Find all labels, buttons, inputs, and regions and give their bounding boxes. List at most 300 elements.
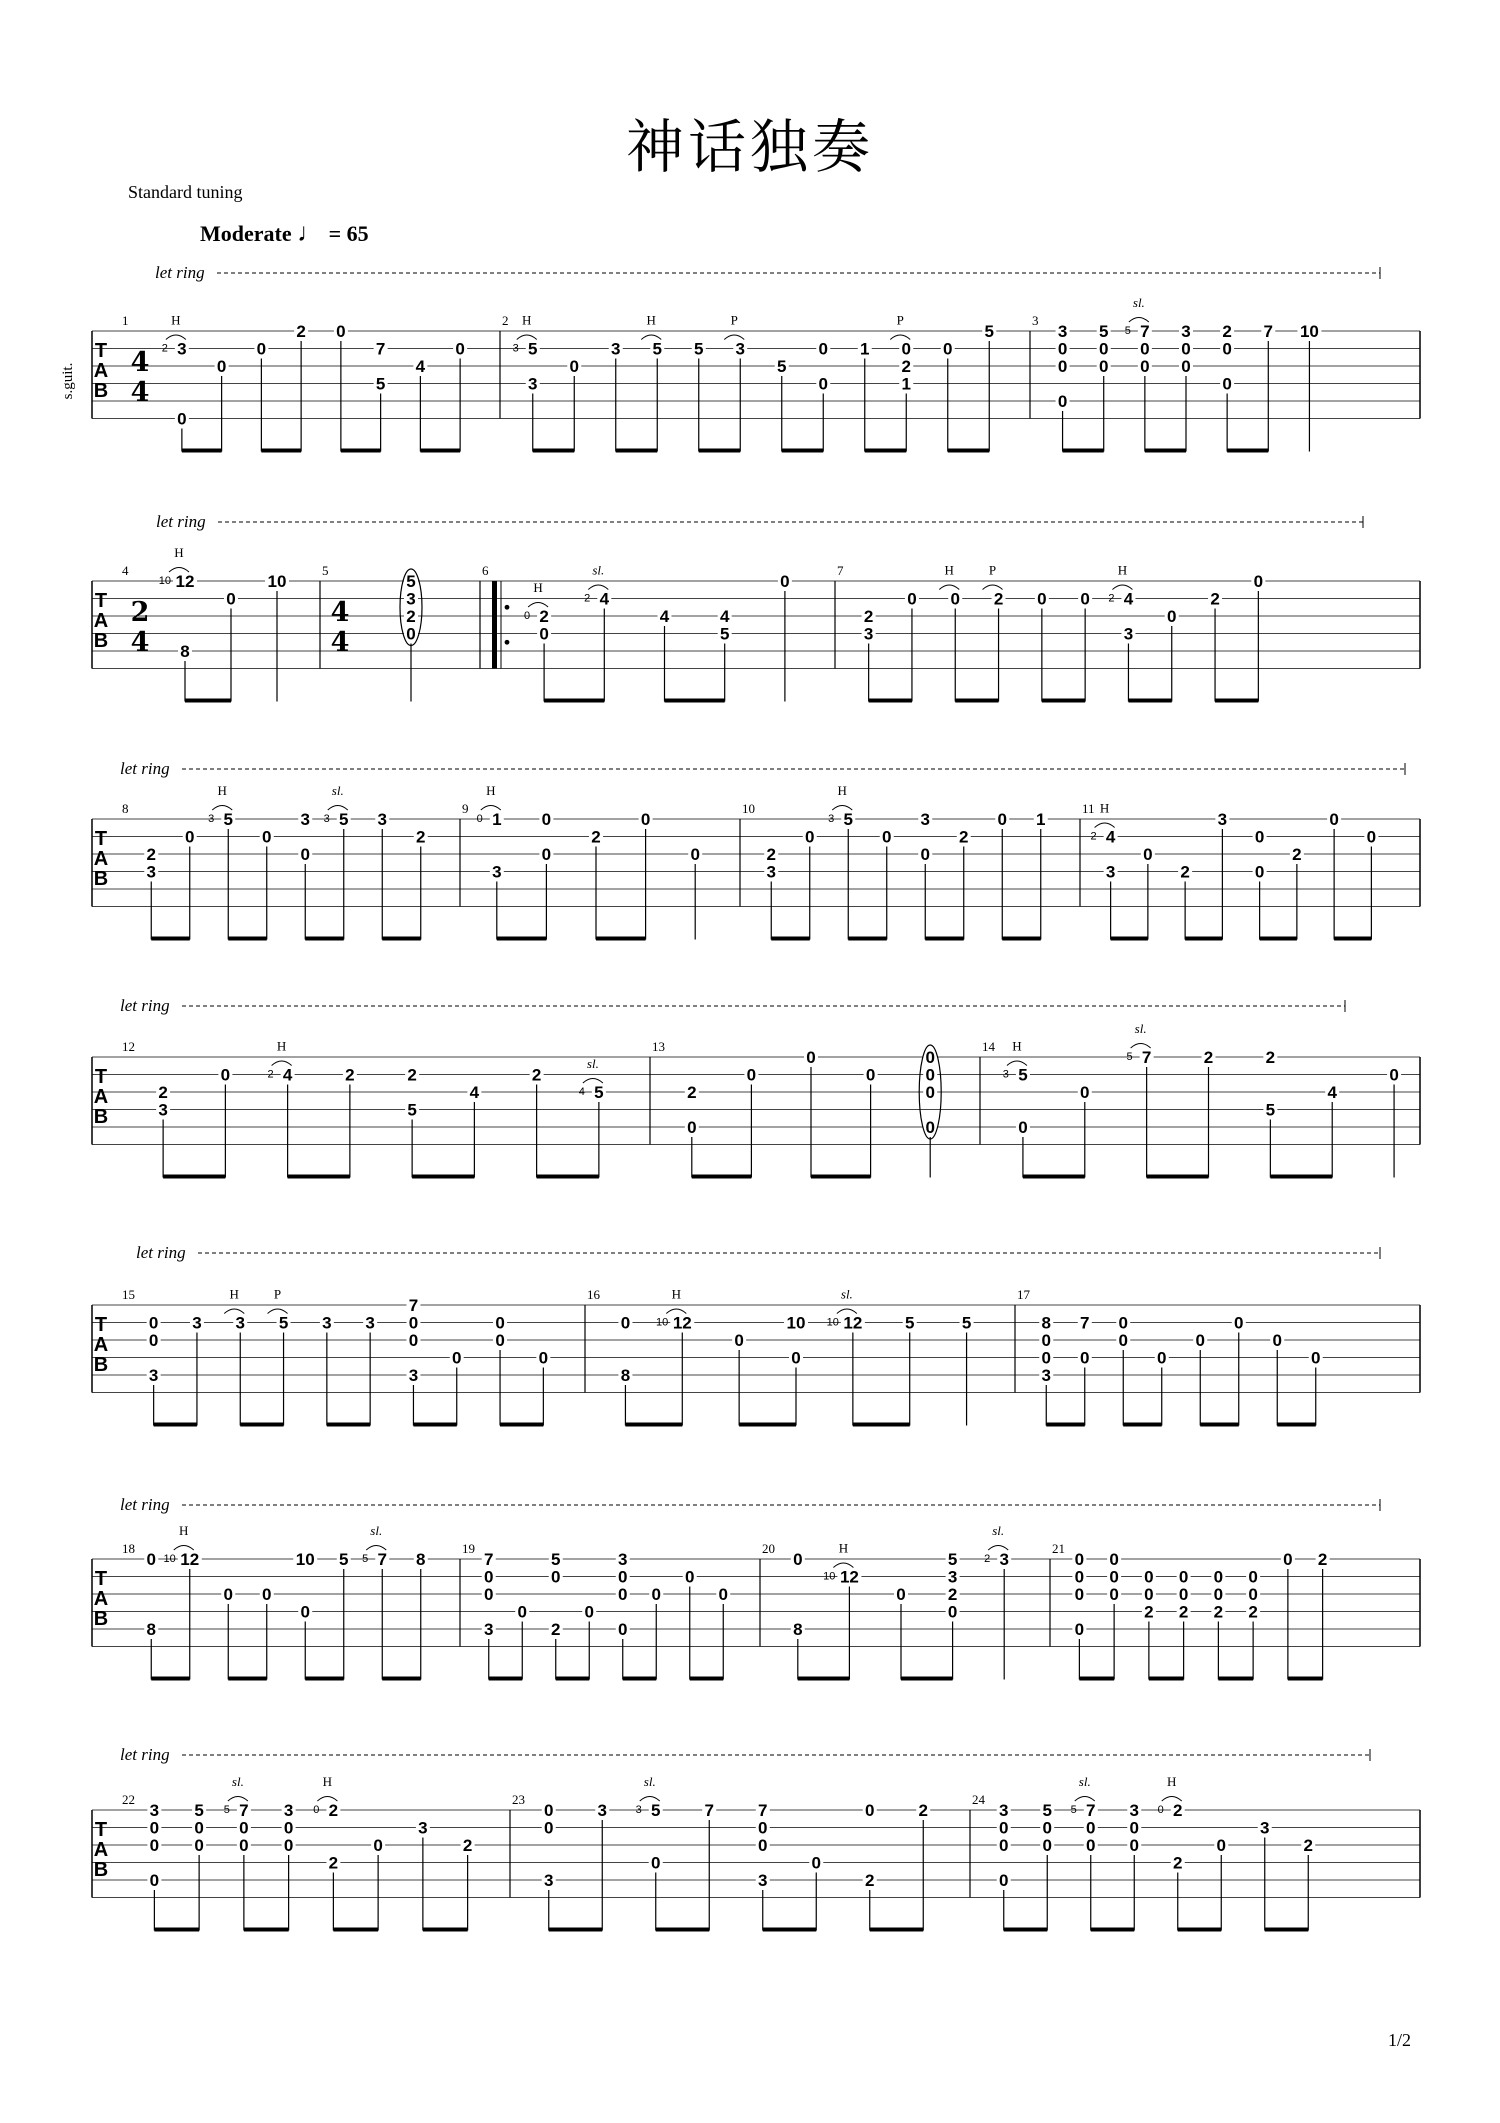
fret-number: 0 <box>920 845 930 864</box>
time-signature-bottom: 4 <box>130 377 150 408</box>
technique-label: H <box>486 783 496 798</box>
note-beam <box>341 449 381 453</box>
note-beam <box>185 699 231 703</box>
fret-number: 3 <box>406 589 416 609</box>
note-beam <box>420 449 460 453</box>
repeat-thick-barline <box>492 581 497 669</box>
fret-number: 0 <box>1057 392 1068 411</box>
fret-number: 8 <box>180 642 190 661</box>
fret-number: 0 <box>149 1818 160 1838</box>
fret-number: 0 <box>818 374 828 394</box>
fret-number: 5 <box>961 1313 972 1333</box>
note-beam <box>955 699 998 703</box>
fret-number: 0 <box>1098 357 1109 376</box>
tab-clef-letter: A <box>93 360 109 382</box>
tab-clef-letter: T <box>94 1568 108 1590</box>
fret-number: 0 <box>1074 1567 1085 1587</box>
fret-number: 0 <box>1253 572 1264 591</box>
technique-label: H <box>837 783 847 798</box>
fret-number: 0 <box>495 1331 505 1350</box>
time-signature-top: 4 <box>330 597 350 628</box>
let-ring-label: let ring <box>120 996 170 1015</box>
fret-number: 0 <box>1042 1836 1052 1855</box>
grace-fret-number: 5 <box>1070 1804 1077 1816</box>
fret-number: 0 <box>1074 1585 1085 1604</box>
fret-number: 0 <box>950 589 960 609</box>
technique-label: sl. <box>1078 1774 1091 1789</box>
fret-number: 5 <box>551 1550 561 1569</box>
tab-clef-letter: T <box>94 828 108 850</box>
grace-fret-number: 3 <box>828 813 835 825</box>
fret-number: 2 <box>1210 589 1220 609</box>
fret-number: 0 <box>1140 357 1150 376</box>
fret-number: 0 <box>256 339 267 359</box>
fret-number: 0 <box>1109 1585 1119 1604</box>
fret-number: 0 <box>283 1836 294 1855</box>
fret-number: 0 <box>148 1331 159 1350</box>
note-beam <box>925 937 964 941</box>
measure-number: 15 <box>122 1287 135 1302</box>
fret-number: 3 <box>492 862 502 882</box>
technique-label: H <box>229 1286 239 1302</box>
fret-number: 0 <box>373 1836 383 1855</box>
note-beam <box>771 937 810 941</box>
fret-number: 3 <box>158 1100 168 1120</box>
fret-number: 0 <box>1254 862 1265 882</box>
fret-number: 4 <box>1105 827 1116 847</box>
fret-number: 0 <box>194 1836 204 1855</box>
fret-number: 3 <box>1129 1801 1139 1820</box>
fret-number: 10 <box>295 1550 315 1569</box>
fret-number: 5 <box>984 322 994 341</box>
note-beam <box>1002 937 1041 941</box>
fret-number: 0 <box>1080 1348 1090 1368</box>
fret-number: 8 <box>620 1366 631 1385</box>
grace-fret-number: 2 <box>1108 592 1115 605</box>
tab-clef-letter: B <box>93 630 109 652</box>
fret-number: 5 <box>652 339 662 359</box>
fret-number: 7 <box>704 1801 714 1820</box>
fret-number: 3 <box>766 862 776 882</box>
fret-number: 0 <box>1018 1118 1028 1137</box>
grace-fret-number: 2 <box>584 592 591 605</box>
fret-number: 0 <box>685 1567 695 1587</box>
grace-fret-number: 10 <box>158 575 171 587</box>
note-beam <box>1042 699 1085 703</box>
measure-number: 18 <box>122 1541 135 1556</box>
fret-number: 5 <box>528 339 538 359</box>
tab-clef-letter: A <box>93 1839 109 1861</box>
technique-label: sl. <box>592 562 605 578</box>
measure-number: 11 <box>1082 801 1095 816</box>
note-beam <box>1227 449 1268 453</box>
fret-number: 0 <box>1037 589 1047 609</box>
tab-clef-letter: A <box>93 1086 109 1108</box>
technique-label: H <box>174 545 184 560</box>
fret-number: 2 <box>1173 1801 1183 1820</box>
fret-number: 0 <box>336 322 346 341</box>
repeat-dot <box>505 605 510 610</box>
fret-number: 0 <box>896 1585 906 1604</box>
fret-number: 2 <box>345 1065 355 1085</box>
fret-number: 3 <box>235 1313 245 1333</box>
grace-fret-number: 3 <box>208 813 215 825</box>
fret-number: 0 <box>584 1602 594 1622</box>
note-beam <box>288 1175 350 1179</box>
grace-fret-number: 10 <box>823 1570 836 1583</box>
note-beam <box>596 937 646 941</box>
fret-number: 8 <box>416 1550 426 1569</box>
fret-number: 3 <box>1181 322 1191 341</box>
fret-number: 0 <box>1181 339 1191 359</box>
note-beam <box>228 1677 267 1681</box>
fret-number: 0 <box>865 1801 875 1820</box>
grace-fret-number: 2 <box>984 1553 991 1565</box>
fret-number: 10 <box>786 1313 806 1333</box>
tab-clef-letter: A <box>93 848 109 870</box>
fret-number: 3 <box>377 810 387 829</box>
fret-number: 2 <box>1248 1602 1258 1622</box>
time-signature-top: 4 <box>130 347 150 378</box>
fret-number: 3 <box>1217 810 1228 829</box>
fret-number: 0 <box>1248 1585 1258 1604</box>
fret-number: 0 <box>1118 1313 1128 1333</box>
measure-number: 13 <box>652 1039 665 1054</box>
fret-number: 5 <box>1042 1801 1052 1820</box>
fret-number: 5 <box>339 810 349 829</box>
note-beam <box>692 1175 752 1179</box>
note-beam <box>1145 449 1186 453</box>
technique-label: H <box>276 1038 287 1054</box>
fret-number: 3 <box>1041 1366 1051 1385</box>
fret-number: 0 <box>517 1602 527 1622</box>
note-beam <box>244 1928 289 1932</box>
fret-number: 0 <box>1234 1313 1244 1333</box>
fret-number: 0 <box>1109 1567 1119 1587</box>
note-beam <box>1079 1677 1114 1681</box>
grace-fret-number: 0 <box>1157 1804 1164 1816</box>
fret-number: 0 <box>569 357 579 376</box>
fret-number: 0 <box>1157 1348 1167 1368</box>
fret-number: 0 <box>1272 1331 1282 1350</box>
note-beam <box>500 1423 543 1427</box>
fret-number: 2 <box>406 607 416 626</box>
note-beam <box>228 937 267 941</box>
note-beam <box>1178 1928 1222 1932</box>
tab-clef-letter: B <box>93 380 109 402</box>
note-beam <box>1288 1677 1323 1681</box>
grace-fret-number: 10 <box>826 1316 839 1329</box>
tab-clef-letter: B <box>93 1354 109 1376</box>
fret-number: 0 <box>651 1585 661 1604</box>
tempo-label: Moderate <box>200 221 292 246</box>
fret-number: 0 <box>1057 357 1068 376</box>
note-beam <box>853 1423 910 1427</box>
fret-number: 0 <box>806 1048 816 1067</box>
fret-number: 3 <box>1057 322 1068 341</box>
fret-number: 0 <box>539 624 549 644</box>
fret-number: 0 <box>185 827 195 847</box>
measure-number: 1 <box>122 313 129 328</box>
note-beam <box>1277 1423 1316 1427</box>
tab-clef-letter: B <box>93 1106 109 1128</box>
measure-number: 14 <box>982 1039 995 1054</box>
fret-number: 2 <box>766 845 776 864</box>
measure-number: 6 <box>482 563 489 578</box>
fret-number: 1 <box>901 374 911 394</box>
technique-label: sl. <box>840 1286 853 1302</box>
fret-number: 0 <box>793 1550 803 1569</box>
fret-number: 7 <box>408 1296 419 1315</box>
fret-number: 0 <box>1098 339 1109 359</box>
fret-number: 0 <box>746 1065 757 1085</box>
fret-number: 0 <box>1216 1836 1226 1855</box>
fret-number: 0 <box>901 339 911 359</box>
note-beam <box>182 449 222 453</box>
measure-number: 17 <box>1017 1287 1030 1302</box>
fret-number: 0 <box>541 845 552 864</box>
fret-number: 0 <box>551 1567 561 1587</box>
fret-number: 2 <box>1292 845 1302 864</box>
fret-number: 7 <box>375 339 386 359</box>
grace-fret-number: 10 <box>163 1553 176 1565</box>
fret-number: 0 <box>925 1048 935 1067</box>
fret-number: 0 <box>300 1602 310 1622</box>
fret-number: 0 <box>1283 1550 1293 1569</box>
fret-number: 0 <box>239 1836 249 1855</box>
repeat-dot <box>505 640 510 645</box>
page-number: 1/2 <box>1388 2030 1412 2050</box>
tab-clef-letter: T <box>94 590 108 612</box>
fret-number: 0 <box>262 1585 272 1604</box>
time-signature-bottom: 4 <box>330 627 350 658</box>
fret-number: 0 <box>223 1585 233 1604</box>
fret-number: 12 <box>180 1550 200 1569</box>
fret-number: 7 <box>1140 322 1150 341</box>
note-beam <box>1270 1175 1332 1179</box>
fret-number: 5 <box>694 339 704 359</box>
note-beam <box>333 1928 378 1932</box>
tab-clef-letter: T <box>94 1314 108 1336</box>
fret-number: 8 <box>1041 1313 1051 1333</box>
let-ring-label: let ring <box>120 759 170 778</box>
fret-number: 2 <box>993 589 1004 609</box>
note-beam <box>665 699 725 703</box>
grace-fret-number: 5 <box>362 1553 369 1565</box>
note-beam <box>549 1928 603 1932</box>
note-beam <box>163 1175 225 1179</box>
tab-clef-letter: B <box>93 1859 109 1881</box>
note-beam <box>240 1423 283 1427</box>
grace-fret-number: 5 <box>223 1804 230 1816</box>
fret-number: 0 <box>495 1313 505 1333</box>
technique-label: P <box>988 562 997 578</box>
fret-number: 0 <box>943 339 953 359</box>
note-beam <box>305 1677 344 1681</box>
tab-clef-letter: A <box>93 1588 109 1610</box>
fret-number: 0 <box>1213 1585 1224 1604</box>
fret-number: 3 <box>735 339 745 359</box>
note-beam <box>656 1928 710 1932</box>
note-beam <box>1185 937 1222 941</box>
technique-label: H <box>944 562 954 578</box>
fret-number: 2 <box>328 1801 339 1820</box>
measure-number: 3 <box>1032 313 1039 328</box>
fret-number: 5 <box>651 1801 661 1820</box>
fret-number: 0 <box>882 827 892 847</box>
fret-number: 8 <box>146 1620 156 1639</box>
fret-number: 0 <box>925 1065 935 1085</box>
note-beam <box>151 937 190 941</box>
note-beam <box>623 1677 657 1681</box>
note-beam <box>497 937 547 941</box>
fret-number: 2 <box>1265 1048 1276 1067</box>
let-ring-label: let ring <box>120 1495 170 1514</box>
fret-number: 0 <box>239 1818 249 1838</box>
fret-number: 0 <box>177 409 187 429</box>
measure-number: 7 <box>837 563 844 578</box>
fret-number: 0 <box>618 1567 628 1587</box>
fret-number: 0 <box>1143 845 1153 864</box>
fret-number: 0 <box>618 1585 628 1604</box>
fret-number: 0 <box>226 589 236 609</box>
tab-clef-letter: A <box>93 610 109 632</box>
fret-number: 10 <box>267 572 287 591</box>
grace-fret-number: 4 <box>578 1086 585 1098</box>
note-beam <box>625 1423 682 1427</box>
measure-number: 24 <box>972 1792 985 1807</box>
technique-label: sl. <box>992 1523 1005 1538</box>
fret-number: 2 <box>1203 1048 1214 1067</box>
fret-number: 0 <box>1181 357 1191 376</box>
measure-number: 20 <box>762 1541 775 1556</box>
fret-number: 0 <box>1041 1348 1051 1368</box>
fret-number: 0 <box>947 1602 958 1622</box>
fret-number: 7 <box>484 1550 494 1569</box>
fret-number: 2 <box>296 322 306 341</box>
fret-number: 0 <box>999 1871 1009 1890</box>
fret-number: 0 <box>690 845 700 864</box>
technique-label: H <box>1167 1774 1177 1789</box>
let-ring-label: let ring <box>120 1745 170 1764</box>
note-beam <box>1265 1928 1309 1932</box>
fret-number: 2 <box>539 607 549 626</box>
note-beam <box>865 449 907 453</box>
fret-number: 0 <box>484 1567 494 1587</box>
fret-number: 0 <box>220 1065 231 1085</box>
fret-number: 12 <box>175 572 195 591</box>
fret-number: 10 <box>1299 322 1319 341</box>
fret-number: 0 <box>640 810 651 829</box>
fret-number: 0 <box>718 1585 728 1604</box>
grace-fret-number: 3 <box>512 342 519 355</box>
fret-number: 3 <box>611 339 621 359</box>
fret-number: 0 <box>1329 810 1339 829</box>
fret-number: 5 <box>407 1100 417 1120</box>
instrument-label: s.guit. <box>60 362 76 400</box>
grace-fret-number: 2 <box>267 1068 274 1081</box>
measure-number: 23 <box>512 1792 525 1807</box>
fret-number: 0 <box>541 810 552 829</box>
fret-number: 7 <box>239 1801 249 1820</box>
fret-number: 5 <box>1098 322 1109 341</box>
fret-number: 2 <box>687 1083 697 1102</box>
fret-number: 5 <box>339 1550 349 1569</box>
technique-label: sl. <box>586 1056 599 1071</box>
technique-label: H <box>1012 1038 1022 1054</box>
note-beam <box>1091 1928 1135 1932</box>
fret-number: 2 <box>865 1871 875 1890</box>
note-beam <box>1200 1423 1239 1427</box>
technique-label: H <box>671 1286 681 1302</box>
fret-number: 2 <box>328 1853 339 1873</box>
fret-number: 0 <box>194 1818 204 1838</box>
fret-number: 0 <box>544 1818 554 1838</box>
note-beam <box>423 1928 468 1932</box>
fret-number: 0 <box>907 589 917 609</box>
grace-fret-number: 10 <box>656 1316 669 1329</box>
measure-number: 21 <box>1052 1541 1065 1556</box>
technique-label: sl. <box>231 1774 244 1789</box>
fret-number: 0 <box>865 1065 876 1085</box>
fret-number: 2 <box>959 827 969 847</box>
fret-number: 4 <box>1327 1083 1337 1102</box>
fret-number: 3 <box>758 1871 768 1890</box>
fret-number: 3 <box>300 810 310 829</box>
fret-number: 0 <box>1140 339 1150 359</box>
fret-number: 5 <box>777 357 787 376</box>
fret-number: 5 <box>223 810 233 829</box>
fret-number: 0 <box>805 827 815 847</box>
fret-number: 4 <box>599 589 610 609</box>
fret-number: 0 <box>300 845 310 864</box>
fret-number: 3 <box>149 1801 160 1820</box>
tab-clef-letter: B <box>93 868 109 890</box>
measure-number: 2 <box>502 313 509 328</box>
fret-number: 0 <box>1144 1585 1154 1604</box>
note-beam <box>1023 1175 1085 1179</box>
fret-number: 4 <box>1123 589 1134 609</box>
fret-number: 0 <box>1074 1620 1085 1639</box>
note-beam <box>1147 1175 1209 1179</box>
note-beam <box>1334 937 1371 941</box>
fret-number: 3 <box>1105 862 1116 882</box>
fret-number: 3 <box>283 1801 294 1820</box>
fret-number: 2 <box>416 827 426 847</box>
fret-number: 0 <box>999 1818 1009 1838</box>
fret-number: 0 <box>1118 1331 1128 1350</box>
fret-number: 5 <box>594 1083 604 1102</box>
fret-number: 3 <box>148 1366 159 1385</box>
technique-label: H <box>1099 800 1110 816</box>
fret-number: 0 <box>618 1620 628 1639</box>
note-beam <box>382 1677 421 1681</box>
technique-label: sl. <box>331 783 344 798</box>
note-beam <box>699 449 741 453</box>
fret-number: 0 <box>1086 1818 1096 1838</box>
fret-number: 0 <box>1248 1567 1258 1587</box>
note-beam <box>948 449 990 453</box>
technique-label: H <box>838 1540 849 1556</box>
fret-number: 0 <box>1144 1567 1154 1587</box>
fret-number: 0 <box>620 1313 631 1333</box>
fret-number: 2 <box>462 1836 473 1855</box>
fret-number: 5 <box>1018 1065 1028 1085</box>
fret-number: 0 <box>758 1818 768 1838</box>
note-beam <box>261 449 301 453</box>
let-ring-label: let ring <box>156 512 206 531</box>
note-beam <box>556 1677 590 1681</box>
